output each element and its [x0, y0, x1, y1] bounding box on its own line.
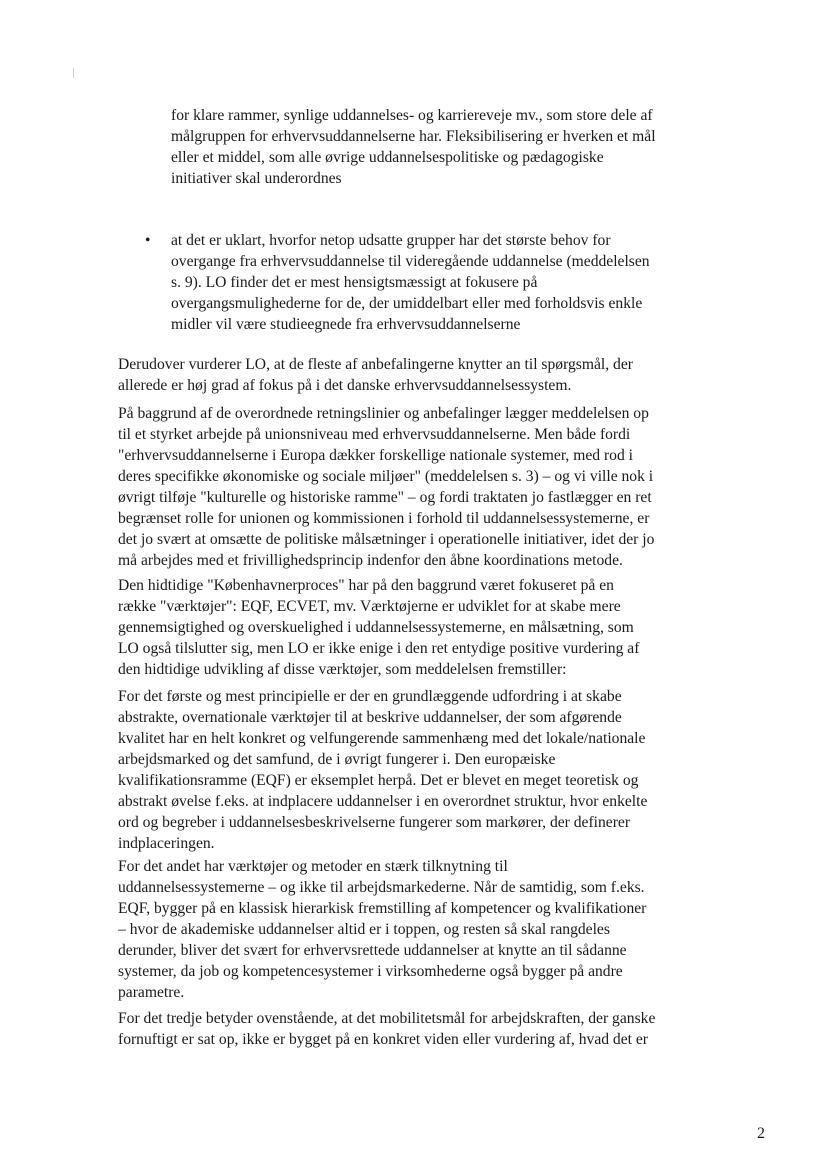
- text-line: derunder, bliver det svært for erhvervsrettede uddannelser at knytte an til sådanne: [118, 942, 627, 959]
- text-line: kvalifikationsramme (EQF) er eksemplet herpå. Det er blevet en meget teoretisk og: [118, 772, 639, 789]
- text-line: For det første og mest principielle er der en grundlæggende udfordring i at skabe: [118, 688, 622, 705]
- text-line: arbejdsmarked og det samfund, de i øvrigt fungerer i. Den europæiske: [118, 751, 556, 768]
- text-line: initiativer skal underordnes: [171, 170, 342, 187]
- paragraph: [118, 354, 633, 396]
- text-line: Derudover vurderer LO, at de fleste af anbefalingerne knytter an til spørgsmål, der: [118, 356, 633, 373]
- text-line: – hvor de akademiske uddannelser altid er i toppen, og resten så skal rangdeles: [118, 921, 610, 938]
- text-line: overgange fra erhvervsuddannelse til videregående uddannelse (meddelelsen: [171, 253, 650, 270]
- bullet-continuation: [171, 105, 656, 189]
- text-line: ord og begreber i uddannelsesbeskrivelserne fungerer som markører, der definerer: [118, 814, 631, 831]
- text-line: gennemsigtighed og overskuelighed i uddannelsessystemerne, en målsætning, som: [118, 619, 634, 636]
- text-line: For det andet har værktøjer og metoder en stærk tilknytning til: [118, 858, 508, 875]
- text-line: overgangsmulighederne for de, der umiddelbart eller med forholdsvis enkle: [171, 295, 643, 312]
- text-line: EQF, bygger på en klassisk hierarkisk fremstilling af kompetencer og kvalifikationer: [118, 900, 647, 917]
- text-line: det jo svært at omsætte de politiske målsætninger i operationelle initiativer, idet der jo: [118, 531, 655, 548]
- text-line: deres specifikke økonomiske og sociale miljøer" (meddelelsen s. 3) – og vi ville nok i: [118, 468, 654, 485]
- text-line: at det er uklart, hvorfor netop udsatte grupper har det største behov for: [171, 232, 611, 249]
- text-line: række "værktøjer": EQF, ECVET, mv. Værktøjerne er udviklet for at skabe mere: [118, 598, 621, 615]
- text-line: fornuftigt er sat op, ikke er bygget på en konkret viden eller vurdering af, hvad det er: [118, 1031, 648, 1048]
- text-line: til et styrket arbejde på unionsniveau med erhvervsuddannelserne. Men både fordi: [118, 426, 631, 443]
- text-line: systemer, da job og kompetencesystemer i virksomhederne også bygger på andre: [118, 963, 623, 980]
- text-line: kvalitet har en helt konkret og velfungerende sammenhæng med det lokale/nationale: [118, 730, 646, 747]
- text-line: For det tredje betyder ovenstående, at det mobilitetsmål for arbejdskraften, der ganske: [118, 1010, 656, 1027]
- text-line: s. 9). LO finder det er mest hensigtsmæssigt at fokusere på: [171, 274, 538, 291]
- text-line: midler vil være studieegnede fra erhvervsuddannelserne: [171, 316, 521, 333]
- text-line: parametre.: [118, 984, 185, 1001]
- text-line: indplaceringen.: [118, 835, 215, 852]
- text-line: uddannelsessystemerne – og ikke til arbejdsmarkederne. Når de samtidig, som f.eks.: [118, 879, 645, 896]
- bullet-marker: •: [145, 232, 151, 249]
- text-line: for klare rammer, synlige uddannelses- og karriereveje mv., som store dele af: [171, 107, 653, 124]
- text-line: Den hidtidige "Københavnerproces" har på den baggrund været fokuseret på en: [118, 577, 614, 594]
- text-line: målgruppen for erhvervsuddannelserne har. Fleksibilisering er hverken et mål: [171, 128, 656, 145]
- text-line: LO også tilslutter sig, men LO er ikke enige i den ret entydige positive vurdering af: [118, 640, 640, 657]
- page-number: 2: [757, 1125, 765, 1142]
- text-line: begrænset rolle for unionen og kommissionen i forhold til uddannelsessystemerne, er: [118, 510, 650, 527]
- text-line: øvrigt tilføje "kulturelle og historiske ramme" – og fordi traktaten jo fastlægger en ret: [118, 489, 652, 506]
- paragraph: [118, 686, 647, 854]
- text-line: abstrakte, overnationale værktøjer til at beskrive uddannelser, der som afgørende: [118, 709, 622, 726]
- text-line: På baggrund af de overordnede retningslinier og anbefalinger lægger meddelelsen op: [118, 405, 649, 422]
- text-line: "erhvervsuddannelserne i Europa dækker forskellige nationale systemer, med rod i: [118, 447, 633, 464]
- paragraph: [118, 575, 639, 680]
- text-line: må arbejdes med et frivillighedsprincip indenfor den åbne koordinations metode.: [118, 552, 623, 569]
- paragraph: [118, 403, 654, 571]
- scan-artifact: [73, 68, 74, 78]
- paragraph: [118, 856, 646, 1003]
- text-line: den hidtidige udvikling af disse værktøjer, som meddelelsen fremstiller:: [118, 661, 567, 678]
- text-line: eller et middel, som alle øvrige uddannelsespolitiske og pædagogiske: [171, 149, 604, 166]
- text-line: abstrakt øvelse f.eks. at indplacere uddannelser i en overordnet struktur, hvor enkelte: [118, 793, 648, 810]
- text-line: allerede er høj grad af fokus på i det danske erhvervsuddannelsessystem.: [118, 377, 572, 394]
- paragraph: [118, 1008, 655, 1050]
- bullet-item: [171, 230, 650, 335]
